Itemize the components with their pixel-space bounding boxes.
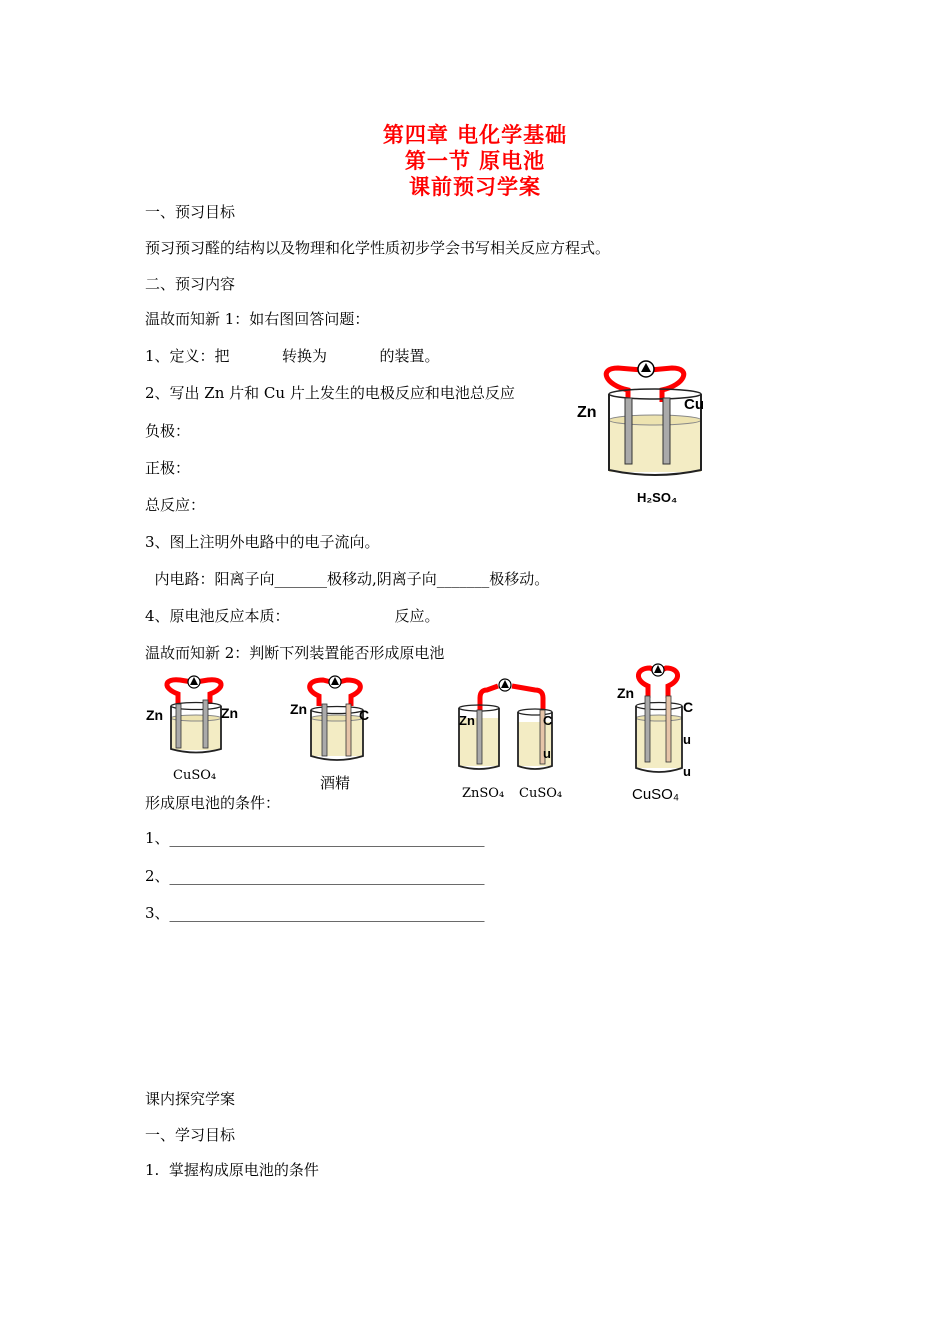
cell-4-right-label-3: u [683,764,691,779]
main-cell-left-label: Zn [577,404,597,421]
goal-heading: 一、预习目标 [145,203,236,221]
inclass-heading: 课内探究学案 [145,1090,236,1108]
cell-4-left-label: Zn [617,685,635,701]
question-3: 3、图上注明外电路中的电子流向。 [145,533,380,551]
section-title: 第一节 原电池 [404,149,546,173]
cell-3-right-label: C [543,713,553,728]
negative-label: 负极： [145,422,191,440]
inclass-goal-heading: 一、学习目标 [145,1126,236,1144]
cell-3-right-label-2: u [543,746,551,761]
review2-text: 温故而知新 2：判断下列装置能否形成原电池 [145,644,445,662]
cell-1-right-label: Zn [221,705,239,721]
cell-2-solution-label: 酒精 [320,775,351,792]
question-1: 1、定义：把 转换为 的装置。 [145,347,440,365]
cell-2-right-label: C [359,707,370,723]
positive-label: 正极： [145,459,191,477]
cell-4-right-label: C [683,699,694,715]
content-heading: 二、预习内容 [145,275,236,293]
main-cell-right-label: Cu [684,396,704,413]
cell-3-solution-left-label: ZnSO₄ [462,786,505,801]
chapter-title: 第四章 电化学基础 [382,123,568,147]
question-4: 4、原电池反应本质： 反应。 [145,607,440,625]
cell-2-left-label: Zn [290,701,308,717]
inner-circuit-text: 内电路：阳离子向_______极移动,阴离子向_______极移动。 [145,570,550,588]
cell-4-diagram [630,660,700,778]
review1-text: 温故而知新 1：如右图回答问题： [145,310,370,328]
main-cell-solution-label: H₂SO₄ [637,490,678,505]
cell-3-solution-right-label: CuSO₄ [519,786,563,801]
conditions-heading: 形成原电池的条件： [145,794,281,812]
cell-1-solution-label: CuSO₄ [173,768,217,783]
total-reaction-label: 总反应： [145,496,206,514]
condition-2: 2、__________________________________________ [145,867,485,885]
cell-1-left-label: Zn [146,707,164,723]
goal-text: 预习预习醛的结构以及物理和化学性质初步学会书写相关反应方程式。 [145,239,611,257]
question-2: 2、写出 Zn 片和 Cu 片上发生的电极反应和电池总反应 [145,384,515,402]
inclass-goal-1: 1. 掌握构成原电池的条件 [145,1161,319,1179]
condition-3: 3、__________________________________________ [145,904,485,922]
cell-3-left-label: Zn [459,713,475,728]
page-subtitle: 课前预习学案 [409,175,541,199]
main-cell-diagram [590,350,720,510]
condition-1: 1、__________________________________________ [145,829,485,847]
cell-4-right-label-2: u [683,732,691,747]
cell-4-solution-label: CuSO₄ [632,786,679,803]
